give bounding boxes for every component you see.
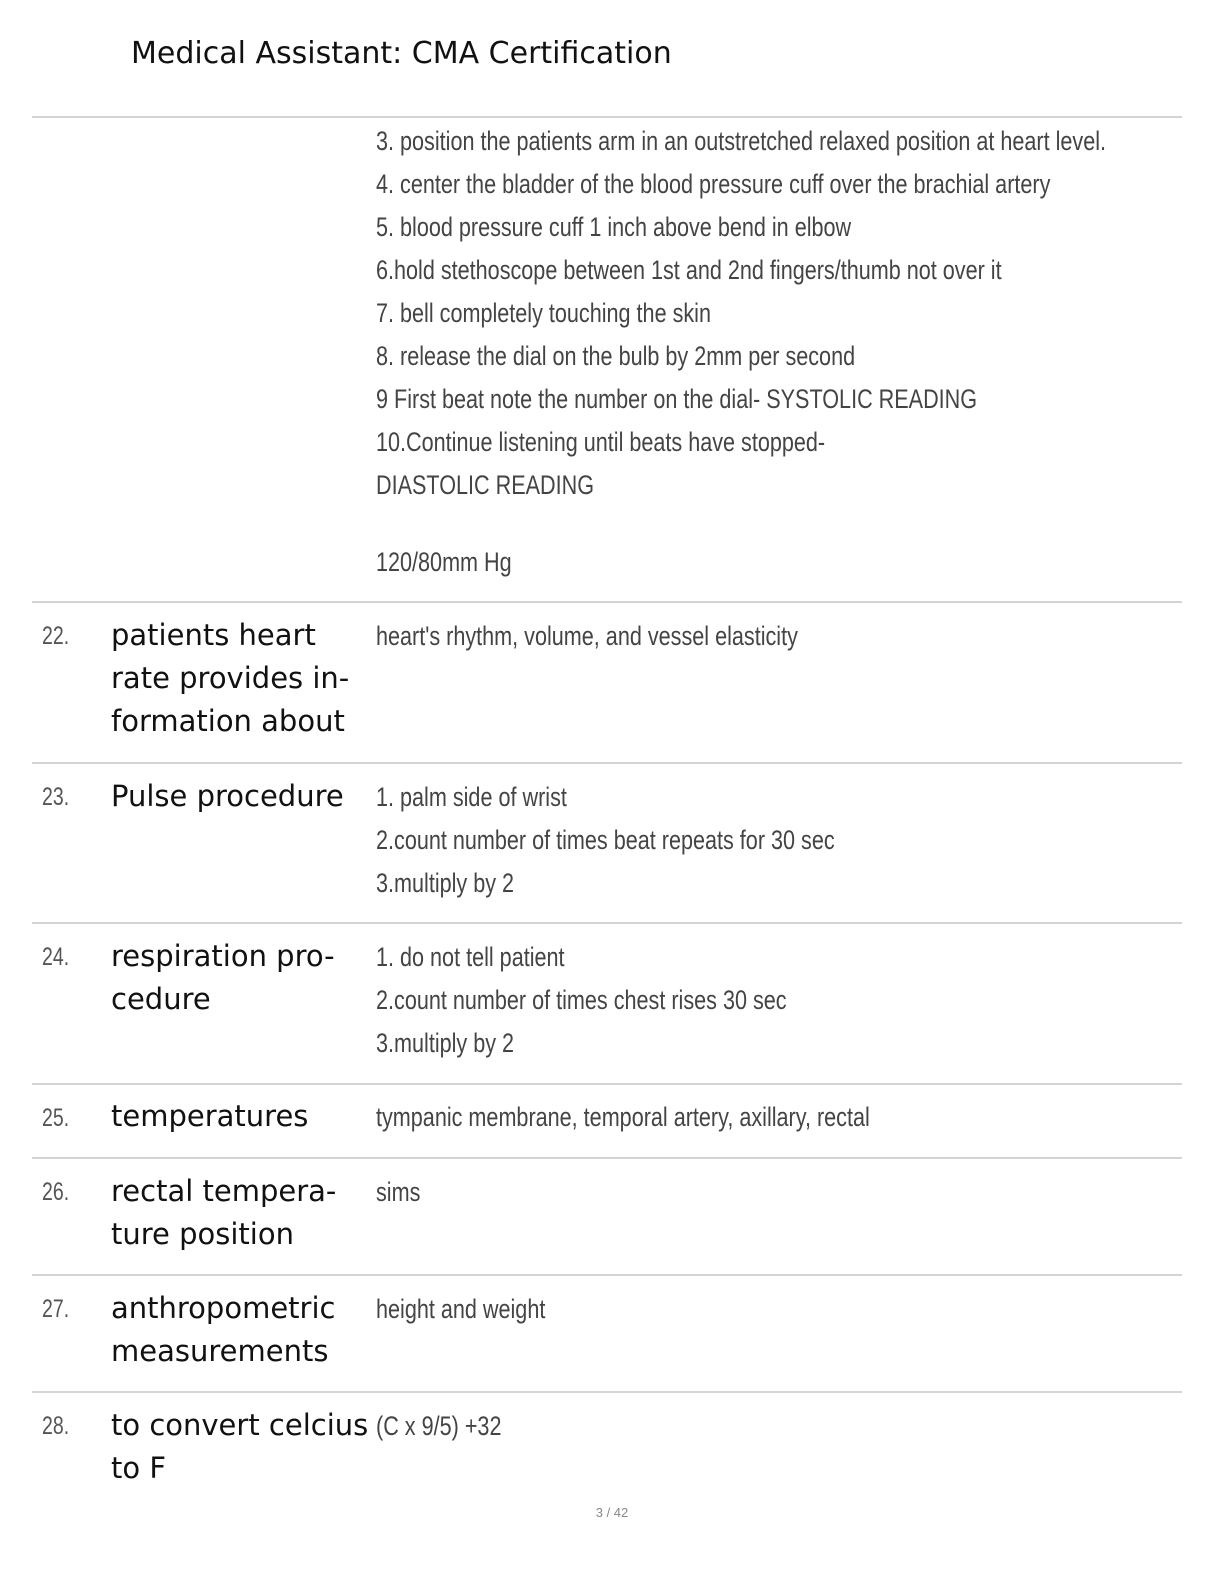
definition-line: 9 First beat note the number on the dial- SYSTOLIC READING: [376, 384, 978, 414]
term-line: patients heart: [111, 618, 316, 652]
card-number: 27.: [42, 1295, 70, 1323]
page-number: 3 / 42: [595, 1505, 629, 1520]
card-definition: [376, 936, 889, 1065]
card-term: [111, 614, 373, 743]
term-line: rectal tempera-: [111, 1174, 337, 1208]
definition-line: 8. release the dial on the bulb by 2mm per second: [376, 341, 856, 371]
term-line: to F: [111, 1451, 167, 1485]
term-line: respiration pro-: [111, 939, 335, 973]
page-title: Medical Assistant: CMA Certification: [131, 36, 672, 71]
term-line: rate provides in-: [111, 661, 350, 695]
card-definition: [376, 1288, 588, 1331]
definition-line: 3. position the patients arm in an outstretched relaxed position at heart level.: [376, 126, 1107, 156]
term-line: temperatures: [111, 1099, 309, 1133]
card-term: [111, 775, 373, 818]
definition-line: (C x 9/5) +32: [376, 1411, 502, 1441]
definition-line: 3.multiply by 2: [376, 868, 515, 898]
card-term: [111, 935, 373, 1021]
card-term: [111, 1170, 373, 1256]
card-definition: [376, 1096, 993, 1139]
term-line: anthropometric: [111, 1291, 336, 1325]
divider: [32, 762, 1182, 764]
definition-line: 10.Continue listening until beats have stopped-: [376, 427, 826, 457]
definition-line: 5. blood pressure cuff 1 inch above bend in elbow: [376, 212, 852, 242]
definition-line: DIASTOLIC READING: [376, 470, 595, 500]
card-definition: [376, 776, 949, 905]
divider: [32, 1391, 1182, 1393]
card-number: 25.: [42, 1104, 70, 1132]
definition-line: tympanic membrane, temporal artery, axillary, rectal: [376, 1102, 870, 1132]
card-number: 28.: [42, 1412, 70, 1440]
term-line: formation about: [111, 704, 345, 738]
continuation-definition: [376, 120, 1224, 584]
card-term: [111, 1287, 373, 1373]
definition-line: 2.count number of times chest rises 30 sec: [376, 985, 787, 1015]
card-term: [111, 1095, 373, 1138]
definition-line: 1. do not tell patient: [376, 942, 565, 972]
card-term: [111, 1404, 373, 1490]
card-number: 26.: [42, 1178, 70, 1206]
definition-line: height and weight: [376, 1294, 546, 1324]
divider: [32, 1083, 1182, 1085]
term-line: to convert celcius: [111, 1408, 369, 1442]
definition-line: 120/80mm Hg: [376, 547, 512, 577]
term-line: Pulse procedure: [111, 779, 344, 813]
definition-line: 3.multiply by 2: [376, 1028, 515, 1058]
card-number: 24.: [42, 943, 70, 971]
definition-line: 2.count number of times beat repeats for 30 sec: [376, 825, 835, 855]
term-line: ture position: [111, 1217, 294, 1251]
card-number: 22.: [42, 622, 70, 650]
definition-line: 4. center the bladder of the blood pressure cuff over the brachial artery: [376, 169, 1051, 199]
divider: [32, 1157, 1182, 1159]
divider: [32, 922, 1182, 924]
divider: [32, 1274, 1182, 1276]
card-number: 23.: [42, 783, 70, 811]
card-definition: [376, 1171, 432, 1214]
definition-line: 1. palm side of wrist: [376, 782, 567, 812]
term-line: cedure: [111, 982, 211, 1016]
definition-line: sims: [376, 1177, 421, 1207]
card-definition: [376, 1405, 533, 1448]
term-line: measurements: [111, 1334, 329, 1368]
definition-line: heart's rhythm, volume, and vessel elasticity: [376, 621, 798, 651]
definition-line: 7. bell completely touching the skin: [376, 298, 711, 328]
divider: [32, 601, 1182, 603]
card-definition: [376, 615, 903, 658]
divider: [32, 116, 1182, 118]
definition-line: 6.hold stethoscope between 1st and 2nd fingers/thumb not over it: [376, 255, 1002, 285]
